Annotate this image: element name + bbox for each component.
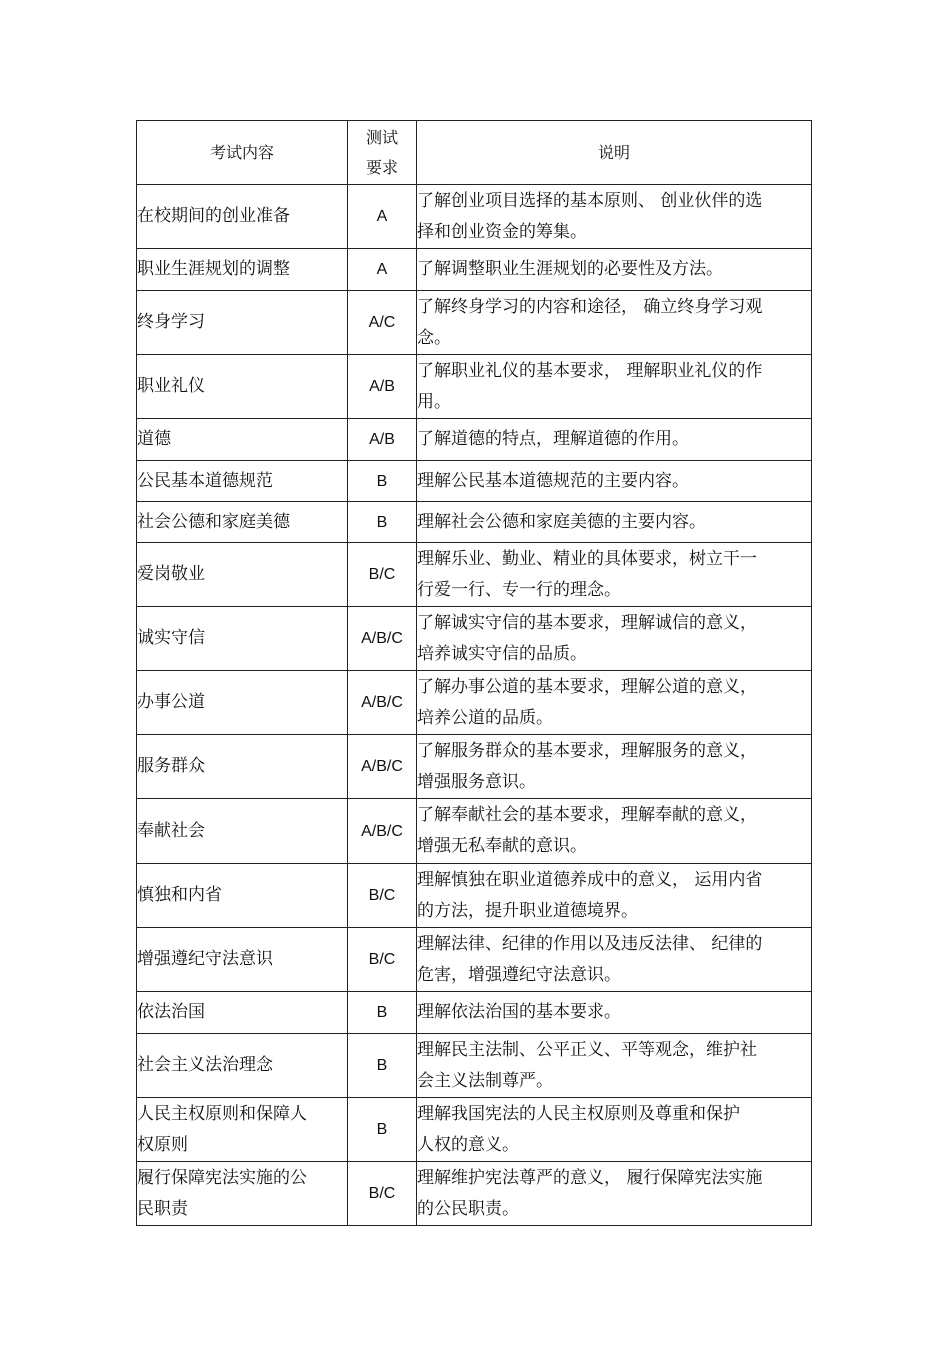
cell-exam-content (137, 928, 348, 992)
cell-test-requirement: A/B/C (348, 735, 417, 799)
cell-exam-content (137, 607, 348, 671)
cell-exam-content-line: 职业生涯规划的调整 (137, 259, 290, 279)
cell-description-line: 培养公道的品质。 (417, 707, 553, 728)
table-row (137, 607, 812, 671)
table-row (137, 671, 812, 735)
cell-exam-content (137, 992, 348, 1034)
cell-description (417, 992, 812, 1034)
cell-exam-content-line: 履行保障宪法实施的公 (137, 1167, 307, 1188)
cell-description-line: 理解公民基本道德规范的主要内容。 (417, 470, 689, 491)
cell-exam-content (137, 291, 348, 355)
cell-test-requirement: B (348, 1034, 417, 1098)
table-header-row (137, 121, 812, 185)
cell-test-requirement: A/B/C (348, 799, 417, 864)
cell-description-line: 培养诚实守信的品质。 (417, 643, 587, 664)
cell-description (417, 355, 812, 419)
cell-description (417, 502, 812, 543)
cell-description-line: 念。 (417, 327, 451, 348)
cell-test-requirement: B (348, 461, 417, 502)
cell-description (417, 671, 812, 735)
cell-exam-content (137, 185, 348, 249)
table-body (137, 185, 812, 1226)
cell-exam-content-line: 职业礼仪 (137, 376, 205, 396)
cell-description-line: 理解社会公德和家庭美德的主要内容。 (417, 511, 706, 532)
cell-exam-content (137, 249, 348, 291)
header-requirement-line-2: 要求 (365, 157, 398, 177)
cell-test-requirement: A/B/C (348, 671, 417, 735)
cell-description (417, 735, 812, 799)
cell-test-requirement: A/C (348, 291, 417, 355)
cell-test-requirement: B/C (348, 1162, 417, 1226)
cell-description (417, 799, 812, 864)
cell-description-line: 择和创业资金的筹集。 (417, 221, 587, 242)
header-content: 考试内容 (137, 121, 348, 185)
cell-exam-content-line: 增强遵纪守法意识 (137, 949, 273, 969)
cell-exam-content-line: 权原则 (137, 1134, 188, 1155)
cell-description-line: 理解法律、纪律的作用以及违反法律、 纪律的 (417, 933, 763, 954)
cell-exam-content-line: 人民主权原则和保障人 (137, 1103, 307, 1124)
cell-description-line: 理解慎独在职业道德养成中的意义， 运用内省 (417, 869, 763, 890)
cell-exam-content-line: 终身学习 (137, 312, 205, 332)
cell-description (417, 1098, 812, 1162)
cell-description-line: 了解调整职业生涯规划的必要性及方法。 (417, 259, 723, 279)
cell-description (417, 1162, 812, 1226)
table-row (137, 502, 812, 543)
cell-description-line: 了解道德的特点，理解道德的作用。 (417, 429, 689, 449)
cell-exam-content (137, 1162, 348, 1226)
cell-description (417, 419, 812, 461)
cell-exam-content (137, 1034, 348, 1098)
cell-exam-content (137, 671, 348, 735)
cell-exam-content-line: 依法治国 (137, 1002, 205, 1022)
cell-test-requirement: B/C (348, 864, 417, 928)
table-row (137, 419, 812, 461)
cell-description (417, 185, 812, 249)
header-requirement-line-1: 测试 (365, 127, 398, 147)
table-row (137, 249, 812, 291)
cell-description-line: 会主义法制尊严。 (417, 1070, 553, 1091)
cell-exam-content (137, 864, 348, 928)
table-row (137, 799, 812, 864)
cell-exam-content-line: 爱岗敬业 (137, 564, 205, 584)
table-row (137, 1034, 812, 1098)
cell-description (417, 291, 812, 355)
table-row (137, 355, 812, 419)
cell-description (417, 461, 812, 502)
cell-description-line: 人权的意义。 (417, 1134, 519, 1155)
cell-description-line: 增强服务意识。 (417, 771, 536, 792)
cell-exam-content (137, 799, 348, 864)
cell-exam-content-line: 社会公德和家庭美德 (137, 511, 290, 532)
cell-description-line: 了解创业项目选择的基本原则、 创业伙伴的选 (417, 190, 763, 211)
cell-exam-content-line: 公民基本道德规范 (137, 470, 273, 491)
cell-description-line: 了解终身学习的内容和途径， 确立终身学习观 (417, 296, 763, 317)
header-description: 说明 (417, 121, 812, 185)
cell-description-line: 理解依法治国的基本要求。 (417, 1002, 621, 1022)
cell-description-line: 了解服务群众的基本要求，理解服务的意义， (417, 740, 757, 761)
cell-exam-content (137, 419, 348, 461)
table-row (137, 992, 812, 1034)
cell-exam-content-line: 道德 (137, 429, 171, 449)
cell-test-requirement: A (348, 185, 417, 249)
cell-description-line: 危害，增强遵纪守法意识。 (417, 964, 621, 985)
table-row (137, 1162, 812, 1226)
table-row (137, 185, 812, 249)
cell-description-line: 了解奉献社会的基本要求，理解奉献的意义， (417, 805, 757, 825)
cell-description (417, 1034, 812, 1098)
table-row (137, 543, 812, 607)
cell-description-line: 理解乐业、勤业、精业的具体要求，树立干一 (417, 548, 757, 569)
cell-description-line: 理解民主法制、公平正义、平等观念，维护社 (417, 1039, 757, 1060)
cell-description-line: 了解办事公道的基本要求，理解公道的意义， (417, 676, 757, 697)
cell-exam-content-line: 社会主义法治理念 (137, 1055, 273, 1075)
cell-description-line: 增强无私奉献的意识。 (417, 836, 587, 856)
cell-exam-content (137, 1098, 348, 1162)
cell-description-line: 行爱一行、专一行的理念。 (417, 579, 621, 600)
cell-exam-content-line: 奉献社会 (137, 820, 205, 841)
cell-test-requirement: A/B (348, 419, 417, 461)
cell-exam-content-line: 慎独和内省 (137, 885, 222, 905)
cell-description (417, 864, 812, 928)
table-row (137, 864, 812, 928)
cell-description-line: 理解我国宪法的人民主权原则及尊重和保护 (417, 1103, 740, 1124)
cell-description-line: 的公民职责。 (417, 1198, 519, 1219)
cell-description (417, 543, 812, 607)
cell-exam-content-line: 服务群众 (137, 756, 205, 776)
cell-exam-content (137, 735, 348, 799)
cell-exam-content (137, 461, 348, 502)
cell-test-requirement: B (348, 502, 417, 543)
cell-test-requirement: A (348, 249, 417, 291)
cell-test-requirement: A/B (348, 355, 417, 419)
cell-description (417, 249, 812, 291)
header-requirement (348, 121, 417, 185)
cell-test-requirement: B/C (348, 543, 417, 607)
cell-test-requirement: B (348, 1098, 417, 1162)
cell-description-line: 的方法，提升职业道德境界。 (417, 900, 638, 921)
cell-description-line: 了解诚实守信的基本要求，理解诚信的意义， (417, 612, 757, 633)
cell-exam-content (137, 355, 348, 419)
cell-exam-content (137, 543, 348, 607)
cell-test-requirement: B/C (348, 928, 417, 992)
cell-exam-content-line: 民职责 (137, 1198, 188, 1219)
cell-test-requirement: B (348, 992, 417, 1034)
table-row (137, 735, 812, 799)
exam-requirements-table (136, 120, 812, 1226)
cell-description-line: 理解维护宪法尊严的意义， 履行保障宪法实施 (417, 1167, 763, 1188)
cell-exam-content-line: 诚实守信 (137, 628, 205, 648)
table-row (137, 928, 812, 992)
cell-exam-content (137, 502, 348, 543)
cell-exam-content-line: 在校期间的创业准备 (137, 206, 290, 226)
cell-test-requirement: A/B/C (348, 607, 417, 671)
cell-description (417, 607, 812, 671)
cell-exam-content-line: 办事公道 (137, 692, 205, 712)
table-row (137, 1098, 812, 1162)
cell-description-line: 用。 (417, 391, 451, 412)
cell-description (417, 928, 812, 992)
table-row (137, 461, 812, 502)
cell-description-line: 了解职业礼仪的基本要求， 理解职业礼仪的作 (417, 360, 763, 381)
table-row (137, 291, 812, 355)
